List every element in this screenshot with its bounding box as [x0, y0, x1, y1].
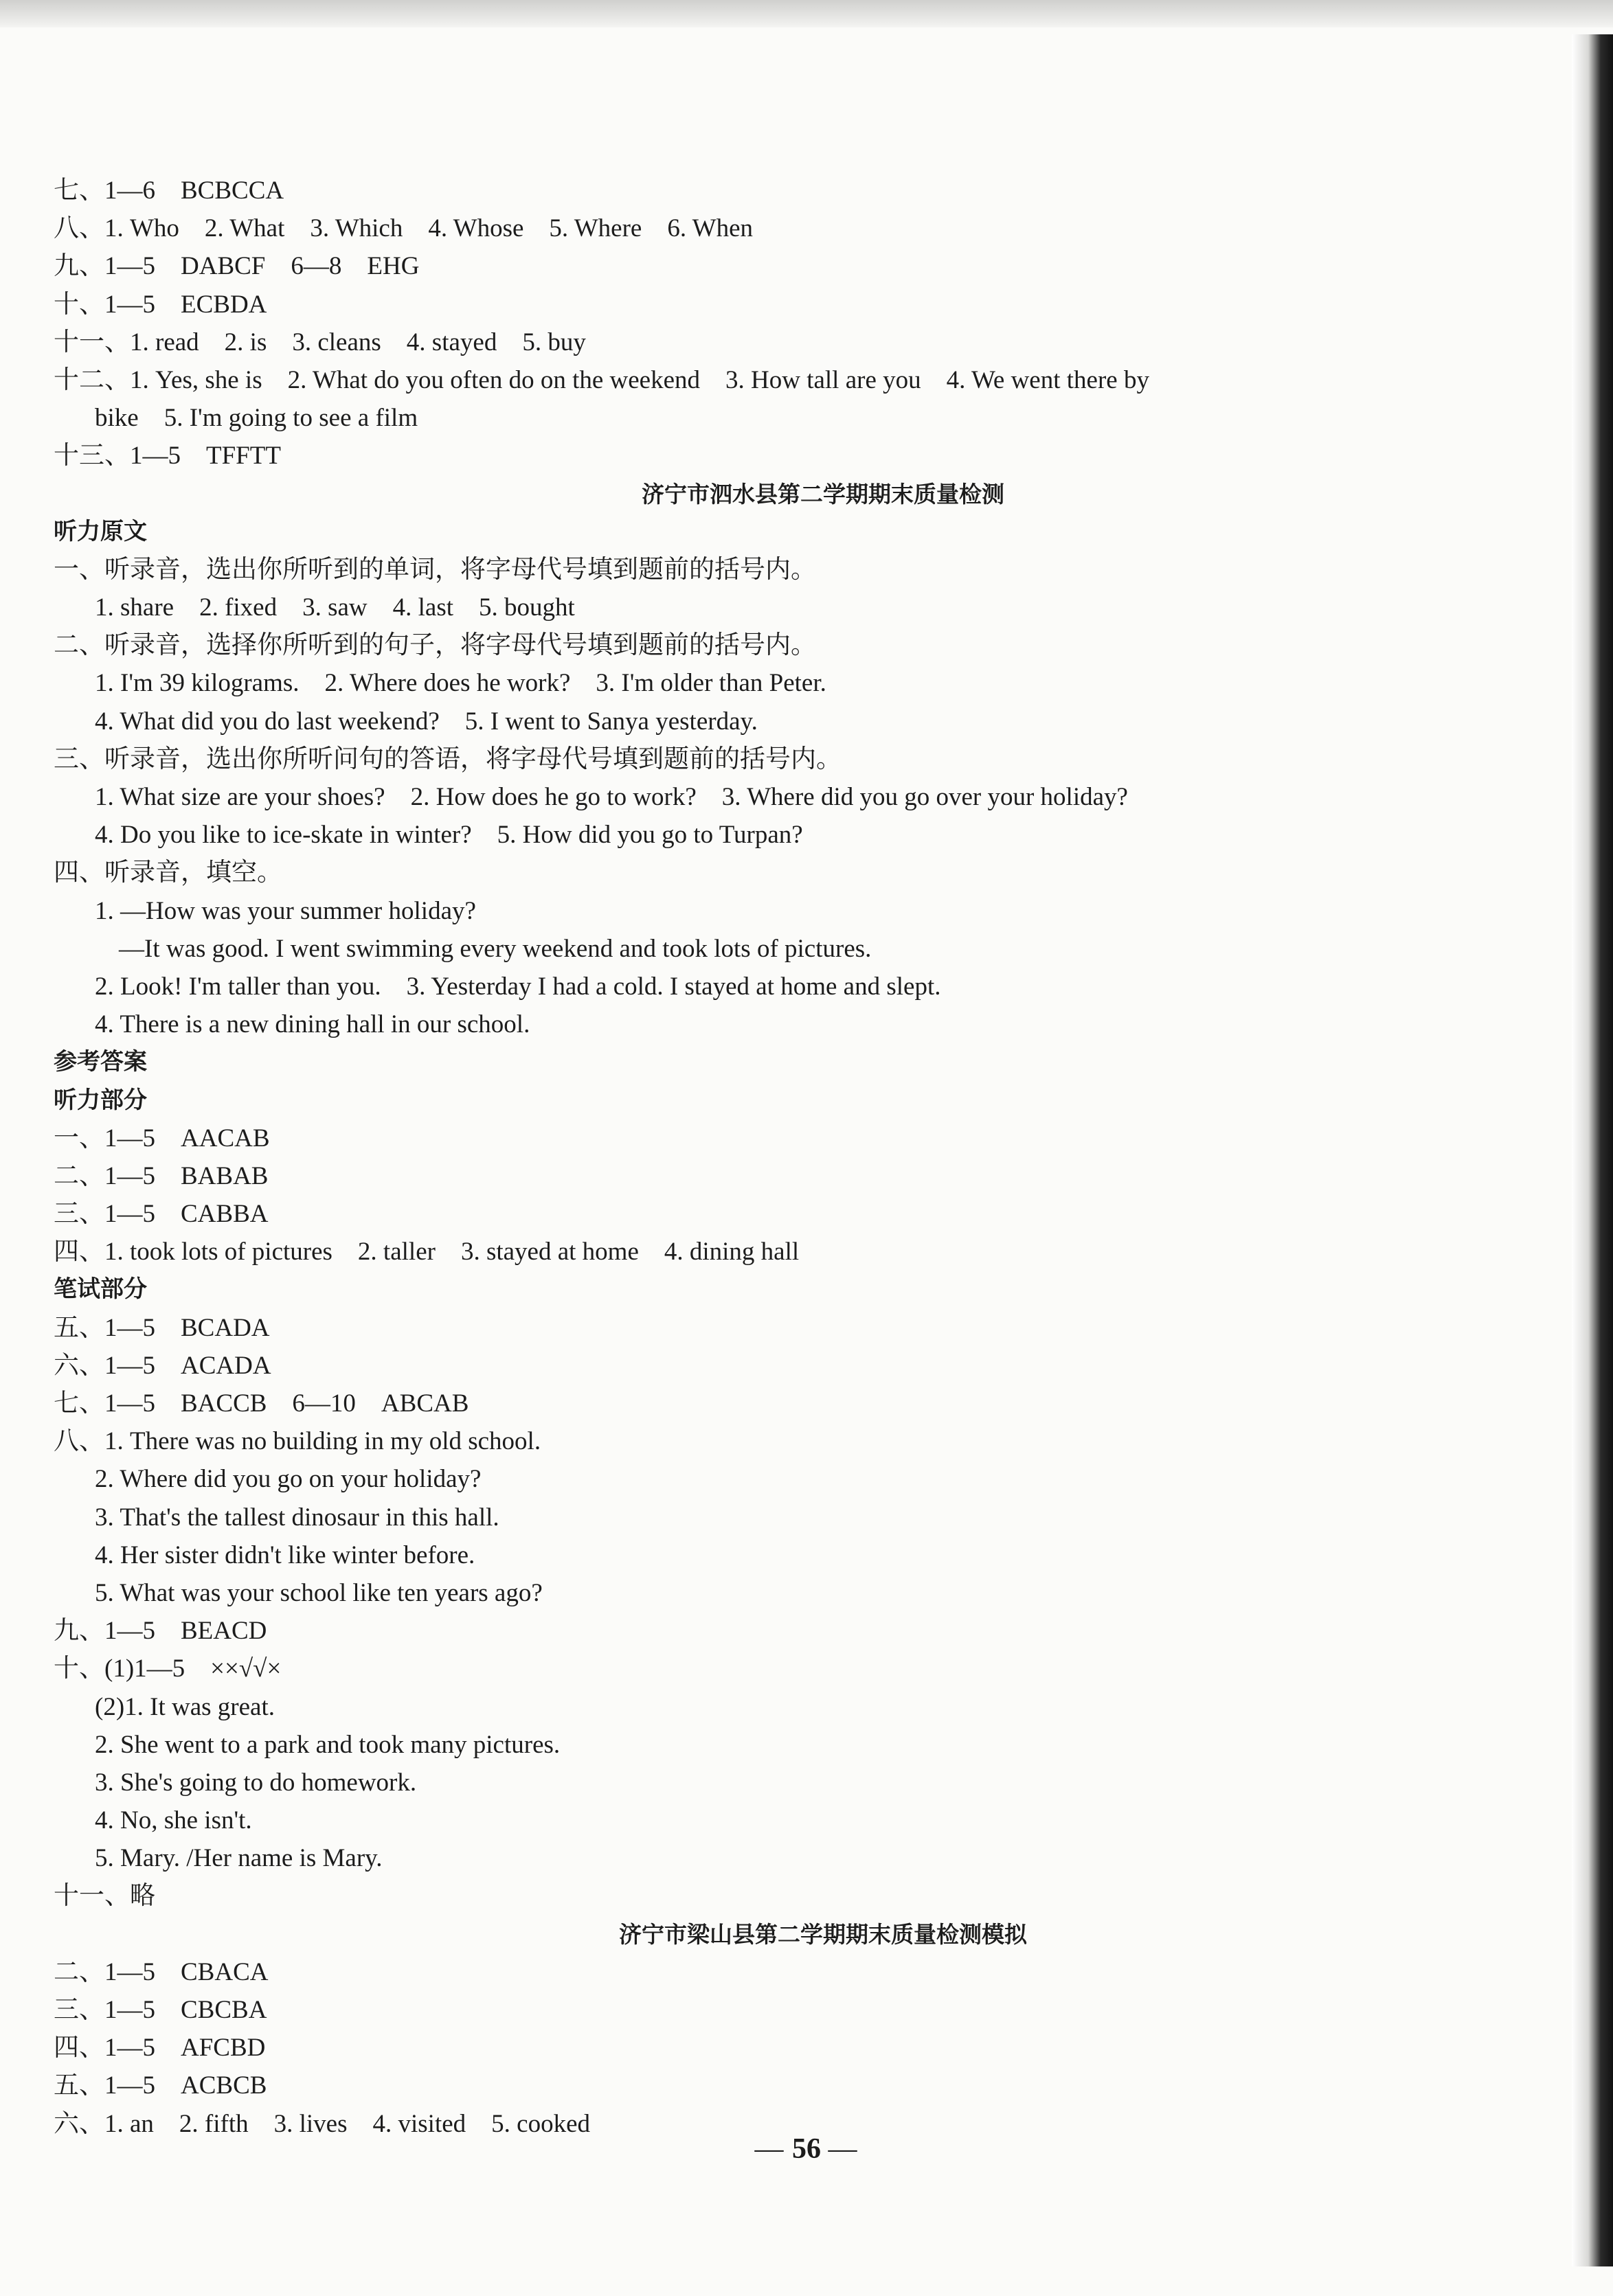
answer-line: 二、听录音，选择你所听到的句子，将字母代号填到题前的括号内。 [54, 631, 816, 660]
section-heading: 听力部分 [54, 1086, 147, 1114]
answer-line: 4. What did you do last weekend? 5. I went to Sanya yesterday. [95, 707, 758, 736]
answer-line: 一、听录音，选出你所听到的单词，将字母代号填到题前的括号内。 [54, 555, 816, 584]
page-number [0, 2133, 1613, 2166]
answer-line: 二、1—5 CBACA [54, 1957, 269, 1986]
answer-line: 二、1—5 BABAB [54, 1161, 269, 1190]
answer-line: 十三、1—5 TFFTT [54, 442, 281, 470]
answer-line: 十一、1. read 2. is 3. cleans 4. stayed 5. buy [54, 328, 586, 356]
page-number-dash-left: — [754, 2133, 785, 2165]
answer-line: 3. She's going to do homework. [95, 1768, 417, 1797]
answer-line: 六、1—5 ACADA [54, 1351, 271, 1380]
answer-line: 1. share 2. fixed 3. saw 4. last 5. bought [95, 593, 575, 622]
binding-edge-shadow [1572, 34, 1613, 2266]
answer-line: —It was good. I went swimming every weekend and took lots of pictures. [119, 934, 872, 963]
answer-line: 八、1. There was no building in my old school. [54, 1427, 541, 1456]
answer-line: 一、1—5 AACAB [54, 1124, 270, 1152]
answer-line: 2. Where did you go on your holiday? [95, 1465, 482, 1494]
answer-line: 1. I'm 39 kilograms. 2. Where does he work? 3. I'm older than Peter. [95, 669, 826, 698]
answer-key-content [54, 172, 1551, 2143]
top-fold-shadow [0, 0, 1613, 27]
answer-line: 六、1. an 2. fifth 3. lives 4. visited 5. cooked [54, 2109, 591, 2138]
answer-line: 七、1—5 BACCB 6—10 ABCAB [54, 1389, 469, 1418]
answer-line: 四、1—5 AFCBD [54, 2034, 266, 2062]
answer-line: 五、1—5 BCADA [54, 1313, 270, 1342]
answer-line: 十二、1. Yes, she is 2. What do you often do on the weekend 3. How tall are you 4. We went there by [54, 365, 1149, 394]
section-title: 济宁市泗水县第二学期期末质量检测 [642, 480, 1004, 508]
answer-line: 3. That's the tallest dinosaur in this hall. [95, 1503, 499, 1532]
answer-line: 5. What was your school like ten years ago? [95, 1578, 543, 1607]
answer-line: 三、听录音，选出你所听问句的答语，将字母代号填到题前的括号内。 [54, 745, 842, 773]
answer-line: 八、1. Who 2. What 3. Which 4. Whose 5. Where 6. When [54, 214, 754, 243]
section-heading: 听力原文 [54, 517, 147, 545]
answer-line: bike 5. I'm going to see a film [95, 404, 418, 433]
section-title: 济宁市梁山县第二学期期末质量检测模拟 [619, 1920, 1027, 1948]
answer-line: 1. What size are your shoes? 2. How does he go to work? 3. Where did you go over your holiday? [95, 783, 1128, 811]
answer-line: 三、1—5 CBCBA [54, 1996, 267, 2024]
section-heading: 笔试部分 [54, 1275, 147, 1304]
section-heading: 参考答案 [54, 1048, 147, 1076]
page-number-value: 56 [792, 2133, 821, 2165]
answer-line: 5. Mary. /Her name is Mary. [95, 1844, 383, 1873]
answer-line: 九、1—5 BEACD [54, 1617, 267, 1646]
answer-line: 十、1—5 ECBDA [54, 290, 267, 319]
answer-line: 九、1—5 DABCF 6—8 EHG [54, 252, 420, 281]
answer-line: (2)1. It was great. [95, 1692, 275, 1721]
answer-line: 十、(1)1—5 ××√√× [54, 1655, 282, 1683]
answer-line: 七、1—6 BCBCCA [54, 177, 284, 205]
answer-line: 1. —How was your summer holiday? [95, 896, 476, 925]
answer-line: 五、1—5 ACBCB [54, 2071, 267, 2100]
answer-line: 4. Her sister didn't like winter before. [95, 1541, 475, 1569]
answer-line: 4. There is a new dining hall in our school. [95, 1010, 530, 1039]
answer-line: 四、听录音，填空。 [54, 859, 282, 887]
answer-line: 2. She went to a park and took many pictures. [95, 1730, 561, 1759]
answer-line: 四、1. took lots of pictures 2. taller 3. stayed at home 4. dining hall [54, 1238, 800, 1266]
answer-line: 2. Look! I'm taller than you. 3. Yesterday I had a cold. I stayed at home and slept. [95, 972, 941, 1001]
answer-line: 4. No, she isn't. [95, 1806, 252, 1835]
page-number-dash-right: — [828, 2133, 859, 2165]
answer-line: 4. Do you like to ice-skate in winter? 5. How did you go to Turpan? [95, 821, 803, 850]
answer-line: 三、1—5 CABBA [54, 1200, 269, 1229]
answer-line: 十一、略 [54, 1882, 155, 1911]
